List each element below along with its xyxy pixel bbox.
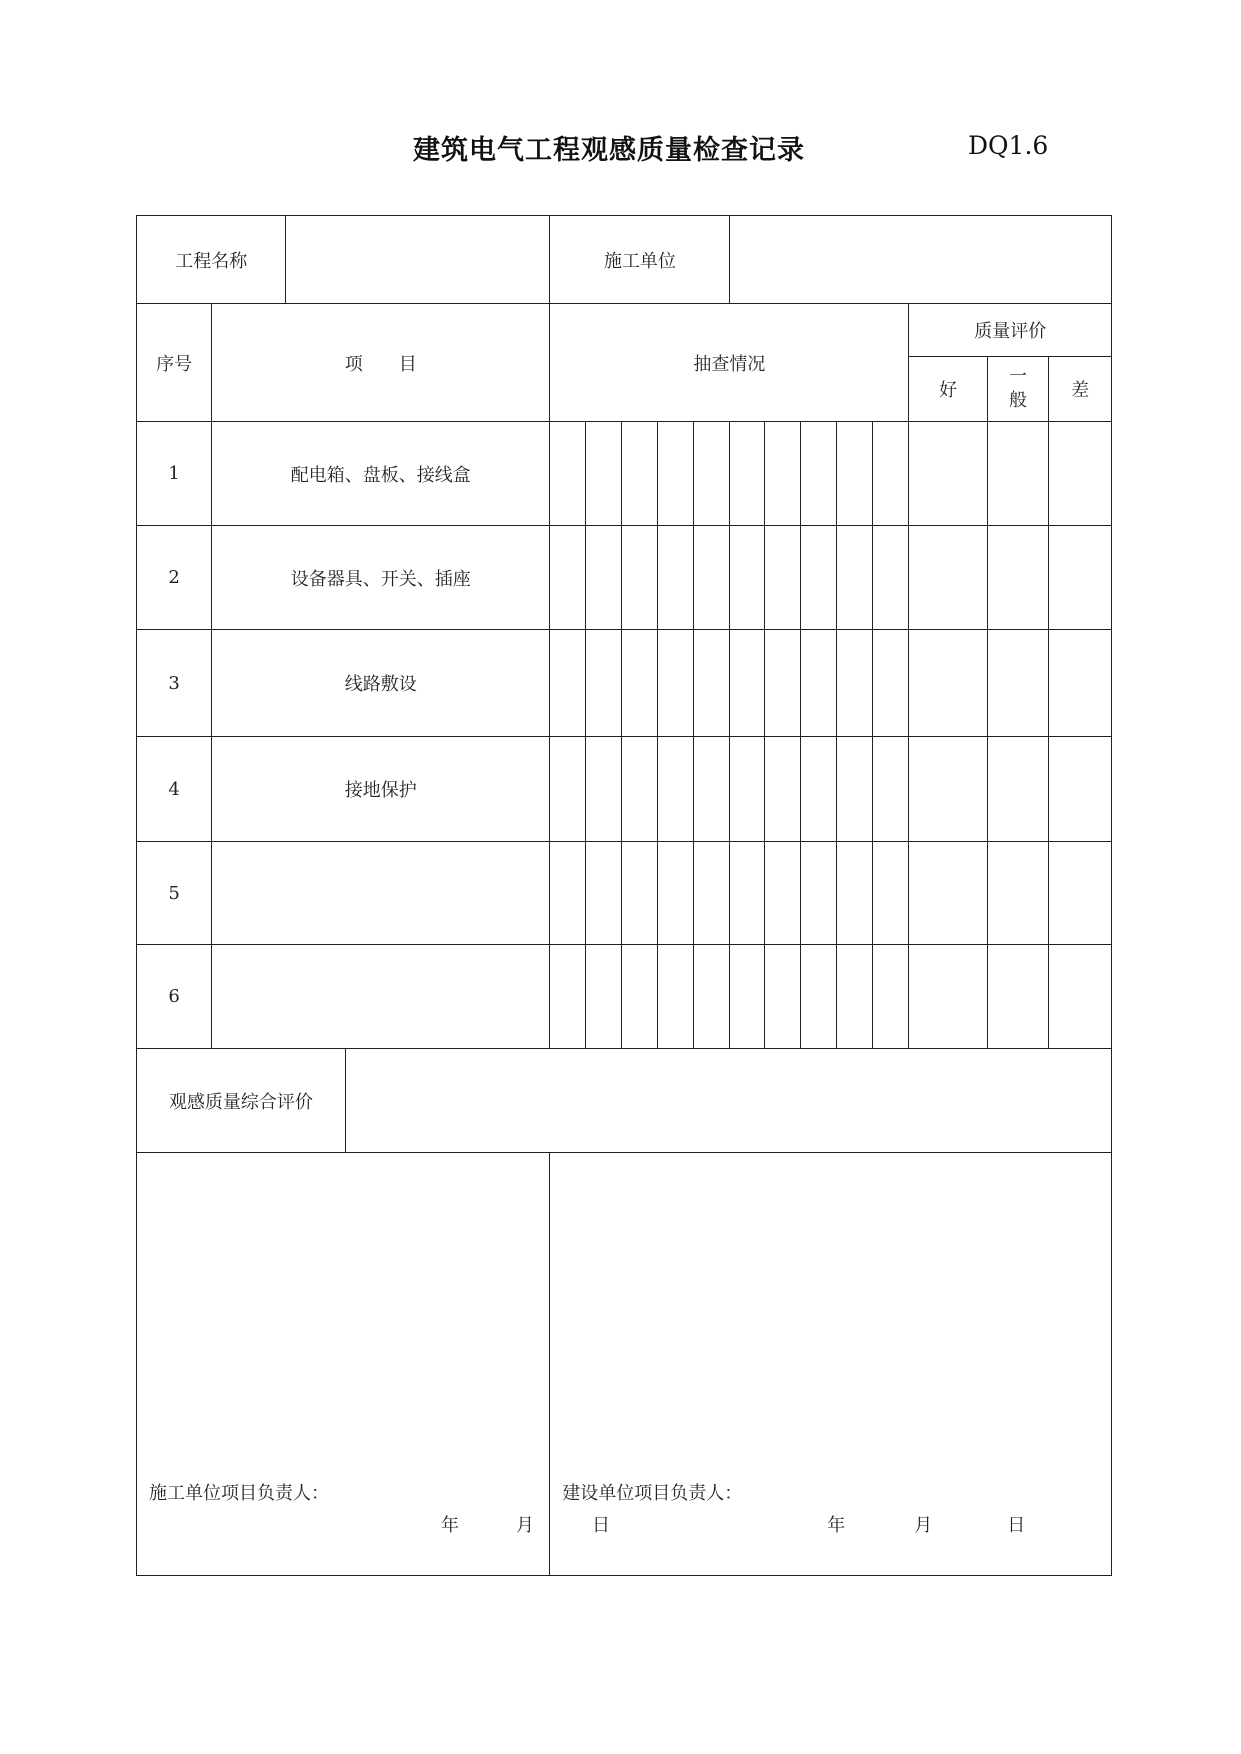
inspection-check-cell[interactable] [658,842,694,945]
rating-header: 质量评价 [909,304,1112,357]
document-title: 建筑电气工程观感质量检查记录 [413,135,805,166]
item-row [137,526,1112,630]
rating-average-cell[interactable] [987,842,1048,945]
contractor-signature-block[interactable] [137,1153,610,1576]
client-signature-block[interactable] [550,1153,1112,1576]
inspection-check-cell[interactable] [550,630,586,737]
rating-good-cell[interactable] [909,737,987,842]
inspection-check-cell[interactable] [801,945,837,1049]
item-name: 设备器具、开关、插座 [212,526,550,630]
item-name: 配电箱、盘板、接线盒 [212,422,550,526]
inspection-check-cell[interactable] [622,526,658,630]
rating-average-cell[interactable] [987,737,1048,842]
inspection-check-cell[interactable] [765,842,801,945]
item-number: 6 [137,945,212,1049]
inspection-check-cell[interactable] [586,630,622,737]
inspection-check-cell[interactable] [622,422,658,526]
inspection-check-cell[interactable] [837,945,873,1049]
inspection-check-cell[interactable] [801,630,837,737]
rating-good-cell[interactable] [909,630,987,737]
rating-average-cell[interactable] [987,630,1048,737]
inspection-check-cell[interactable] [730,422,765,526]
rating-good-cell[interactable] [909,842,987,945]
inspection-check-cell[interactable] [586,842,622,945]
item-number: 5 [137,842,212,945]
item-number: 1 [137,422,212,526]
inspection-check-cell[interactable] [873,630,909,737]
item-name [212,842,550,945]
client-sign-day: 日 [1007,1515,1026,1536]
inspection-check-cell[interactable] [694,526,730,630]
item-number: 3 [137,630,212,737]
signature-row [137,1153,1112,1576]
item-row [137,842,1112,945]
rating-poor-cell[interactable] [1049,945,1112,1049]
inspection-check-cell[interactable] [730,945,765,1049]
rating-poor-cell[interactable] [1049,842,1112,945]
page-title [0,128,1241,174]
rating-poor-cell[interactable] [1049,422,1112,526]
item-name: 线路敷设 [212,630,550,737]
client-signature-label: 建设单位项目负责人： [562,1483,743,1504]
contractor-sign-year: 年 [441,1515,459,1536]
inspection-check-cell[interactable] [730,737,765,842]
inspection-header: 抽查情况 [550,304,909,422]
inspection-check-cell[interactable] [658,945,694,1049]
item-row [137,737,1112,842]
rating-average-cell[interactable] [987,526,1048,630]
contractor-sign-day: 日 [592,1515,610,1536]
contractor-sign-month: 月 [516,1515,534,1536]
rating-poor-cell[interactable] [1049,526,1112,630]
project-info-row [137,216,1112,304]
contractor-field[interactable] [730,216,1112,304]
inspection-check-cell[interactable] [550,422,586,526]
inspection-check-cell[interactable] [837,422,873,526]
rating-good-cell[interactable] [909,526,987,630]
inspection-check-cell[interactable] [586,422,622,526]
inspection-check-cell[interactable] [801,422,837,526]
inspection-check-cell[interactable] [873,842,909,945]
inspection-check-cell[interactable] [873,945,909,1049]
overall-label: 观感质量综合评价 [137,1049,346,1153]
item-header: 项 目 [212,304,550,422]
inspection-check-cell[interactable] [694,422,730,526]
inspection-check-cell[interactable] [765,526,801,630]
overall-row [137,1049,1112,1153]
item-rows [137,422,1112,1049]
inspection-check-cell[interactable] [837,630,873,737]
inspection-check-cell[interactable] [730,842,765,945]
inspection-check-cell[interactable] [622,630,658,737]
contractor-signature-label: 施工单位项目负责人： [149,1483,329,1504]
form-code: DQ1.6 [968,131,1049,160]
inspection-check-cell[interactable] [765,945,801,1049]
inspection-form-table [136,215,1112,1576]
inspection-check-cell[interactable] [586,737,622,842]
rating-good-header: 好 [909,357,987,422]
inspection-check-cell[interactable] [730,526,765,630]
inspection-check-cell[interactable] [694,630,730,737]
inspection-check-cell[interactable] [550,737,586,842]
rating-poor-cell[interactable] [1049,737,1112,842]
rating-average-header [987,357,1048,422]
inspection-check-cell[interactable] [801,526,837,630]
seq-header: 序号 [137,304,212,422]
inspection-check-cell[interactable] [550,945,586,1049]
item-number: 2 [137,526,212,630]
inspection-check-cell[interactable] [801,842,837,945]
rating-poor-header: 差 [1049,357,1112,422]
inspection-check-cell[interactable] [622,945,658,1049]
overall-evaluation-field[interactable] [345,1049,1111,1153]
item-number: 4 [137,737,212,842]
inspection-check-cell[interactable] [873,737,909,842]
inspection-check-cell[interactable] [765,422,801,526]
inspection-check-cell[interactable] [658,526,694,630]
inspection-check-cell[interactable] [586,945,622,1049]
project-name-label: 工程名称 [137,216,286,304]
inspection-check-cell[interactable] [765,630,801,737]
contractor-label: 施工单位 [550,216,730,304]
inspection-check-cell[interactable] [550,526,586,630]
inspection-check-cell[interactable] [694,737,730,842]
item-name: 接地保护 [212,737,550,842]
rating-poor-cell[interactable] [1049,630,1112,737]
inspection-check-cell[interactable] [873,422,909,526]
project-name-field[interactable] [286,216,550,304]
inspection-check-cell[interactable] [622,842,658,945]
inspection-check-cell[interactable] [765,737,801,842]
item-name [212,945,550,1049]
inspection-check-cell[interactable] [873,526,909,630]
inspection-check-cell[interactable] [694,842,730,945]
inspection-check-cell[interactable] [837,526,873,630]
inspection-check-cell[interactable] [586,526,622,630]
inspection-check-cell[interactable] [837,737,873,842]
inspection-check-cell[interactable] [550,842,586,945]
rating-average-cell[interactable] [987,945,1048,1049]
rating-average-cell[interactable] [987,422,1048,526]
inspection-check-cell[interactable] [801,737,837,842]
item-row [137,630,1112,737]
rating-good-cell[interactable] [909,945,987,1049]
client-sign-year: 年 [827,1515,846,1536]
inspection-check-cell[interactable] [622,737,658,842]
rating-good-cell[interactable] [909,422,987,526]
inspection-check-cell[interactable] [658,422,694,526]
item-row [137,945,1112,1049]
inspection-check-cell[interactable] [730,630,765,737]
column-header-row [137,304,1112,357]
inspection-check-cell[interactable] [837,842,873,945]
rating-average-text: 一般 [1009,366,1028,411]
inspection-check-cell[interactable] [694,945,730,1049]
item-row [137,422,1112,526]
inspection-check-cell[interactable] [658,630,694,737]
client-sign-month: 月 [914,1515,933,1536]
inspection-check-cell[interactable] [658,737,694,842]
